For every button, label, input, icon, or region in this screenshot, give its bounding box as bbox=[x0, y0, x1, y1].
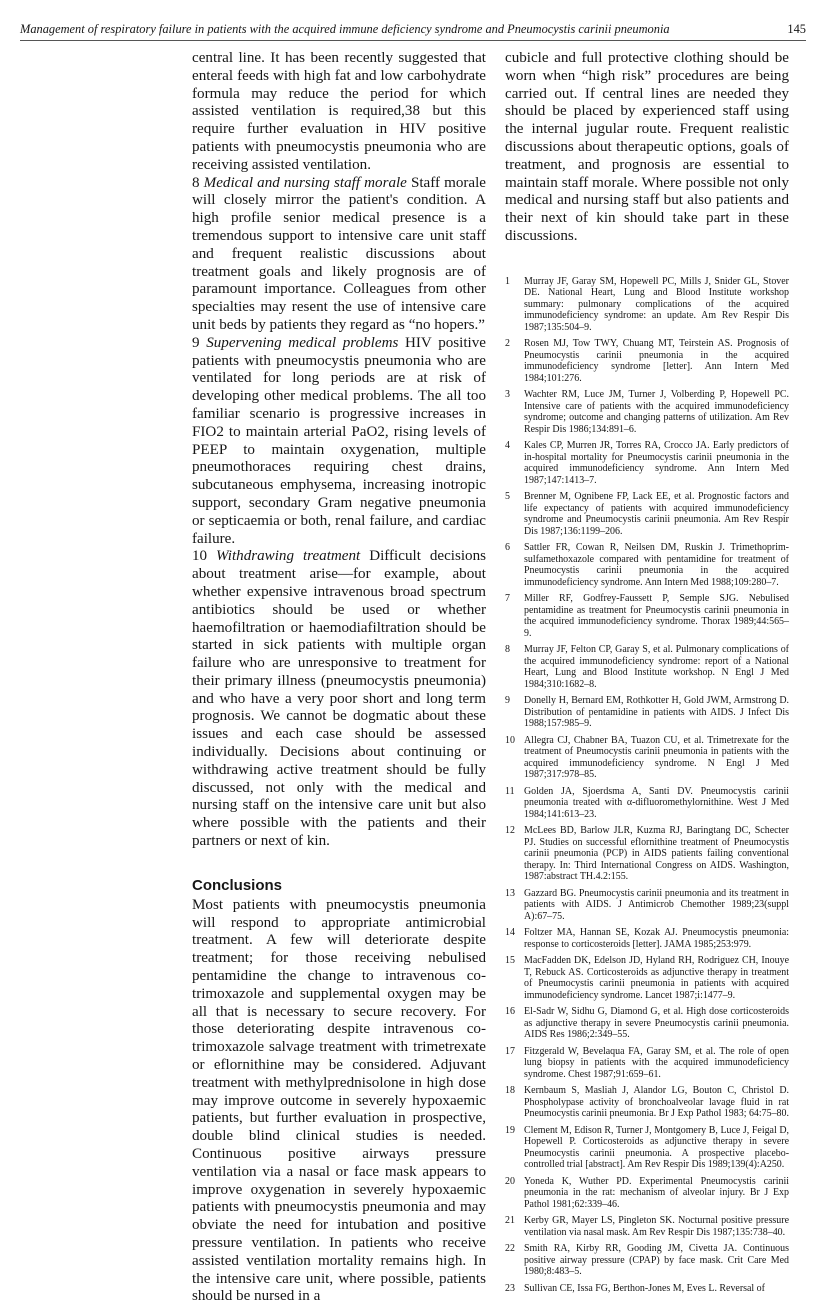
reference-item bbox=[505, 1243, 789, 1278]
reference-text: Gazzard BG. Pneumocystis carinii pneumonia and its treatment in patients with AIDS. J Antimicrob Chemother 1989;23(suppl A):67–75. bbox=[524, 887, 789, 922]
reference-text: Kernbaum S, Masliah J, Alandor LG, Bouton C, Christol D. Phospholypase activity of bronchoalveolar lavage fluid in rat Pneumocystis carinii pneumonia. Br J Exp Pathol 1983; 64:75–80. bbox=[524, 1085, 789, 1120]
reference-text: Yoneda K, Wuther PD. Experimental Pneumocystis carinii pneumonia in the rat: mechanism of alveolar injury. Br J Exp Pathol 1981;62:339–46. bbox=[524, 1175, 789, 1210]
reference-number: 14 bbox=[505, 927, 515, 939]
reference-item bbox=[505, 338, 789, 384]
reference-text: Kerby GR, Mayer LS, Pingleton SK. Nocturnal positive pressure ventilation via nasal mask. Am Rev Respir Dis 1987;135:738–40. bbox=[524, 1215, 789, 1238]
reference-text: Golden JA, Sjoerdsma A, Santi DV. Pneumocystis carinii pneumonia treated with α-difluoromethylornithine. West J Med 1984;141:613–23. bbox=[524, 785, 789, 820]
reference-item bbox=[505, 1125, 789, 1171]
reference-text: Brenner M, Ognibene FP, Lack EE, et al. Prognostic factors and life expectancy of patients with acquired immunodeficiency syndrome and Pneumocystis carinii pneumonia. Am Rev Respir Dis 1987;136:1199–206. bbox=[524, 491, 789, 537]
reference-text: Allegra CJ, Chabner BA, Tuazon CU, et al. Trimetrexate for the treatment of Pneumocystis carinii pneumonia in patients with the acquired immunodeficiency syndrome. N Engl J Med 1987;317:978–85. bbox=[524, 734, 789, 781]
item-9-paragraph bbox=[192, 335, 486, 549]
reference-text: Kales CP, Murren JR, Torres RA, Crocco JA. Early predictors of in-hospital mortality for Pneumocystis carinii pneumonia in the acquired immunodeficiency syndrome. Ann Intern Med 1987;147:1413–7. bbox=[524, 440, 789, 486]
reference-item bbox=[505, 389, 789, 435]
reference-number: 6 bbox=[505, 542, 510, 554]
continued-paragraph: central line. It has been recently suggested that enteral feeds with high fat and low carbohydrate formula may reduce the period for which assisted ventilation is required,38 but this require further evaluation in HIV positive patients with pneumocystis pneumonia who are receiving assisted ventilation. bbox=[192, 50, 486, 173]
item-10-text: Difficult decisions about treatment arise—for example, about whether expensive intravenous broad spectrum antibiotics should be used or whether haemofiltration or haemodiafiltration should be started in sick patients with multiple organ failure who are unresponsive to treatment for their primary illness (pneumocystis pneumonia) and who have a very poor short and long term prognosis. We cannot be dogmatic about these issues and each case should be assessed individually. Decisions about continuing or withdrawing active treatment should be fully discussed, not only with the medical and nursing staff on the intensive care unit but also where possible with the patients and their partners or next of kin. bbox=[192, 548, 486, 850]
reference-text: Murray JF, Felton CP, Garay S, et al. Pulmonary complications of the acquired immunodeficiency syndrome: report of a National Heart, Lung and Blood Institute workshop. N Engl J Med 1984;310:1682–8. bbox=[524, 644, 789, 690]
reference-text: MacFadden DK, Edelson JD, Hyland RH, Rodriguez CH, Inouye T, Rebuck AS. Corticosteroids as adjunctive therapy in treatment of Pneumocystis carinii pneumonia in patients with acquired immunodeficiency syndrome. Lancet 1987;i:1477–9. bbox=[524, 955, 789, 1001]
reference-text: Donelly H, Bernard EM, Rothkotter H, Gold JWM, Armstrong D. Distribution of pentamidine in patients with AIDS. J Infect Dis 1988;157:985–9. bbox=[524, 695, 789, 730]
item-8-text: Staff morale will closely mirror the patient's condition. A high profile senior medical presence is a tremendous support to intensive care unit staff and frequent realistic discussions about treatment goals and likely prognosis are of paramount importance. Colleagues from other specialties may resent the use of intensive care unit beds by patients they regard as “no hopers.” bbox=[192, 174, 487, 333]
reference-item bbox=[505, 955, 789, 1001]
reference-number: 13 bbox=[505, 887, 515, 899]
reference-text: Clement M, Edison R, Turner J, Montgomery B, Luce J, Feigal D, Hopewell P. Corticosteroids as adjunctive therapy in severe Pneumocystis carinii pneumonia. A prospective placebo-controlled trial [abstract]. Am Rev Respir Dis 1989;139(4):A250. bbox=[524, 1124, 789, 1171]
reference-number: 5 bbox=[505, 491, 510, 503]
reference-number: 19 bbox=[505, 1124, 515, 1136]
reference-number: 1 bbox=[505, 275, 510, 287]
reference-text: Sattler FR, Cowan R, Neilsen DM, Ruskin J. Trimethoprim-sulfamethoxazole compared with pentamidine for treatment of Pneumocystis carinii pneumonia in the acquired immunodeficiency syndrome. Ann Intern Med 1988;109:280–7. bbox=[524, 542, 789, 588]
reference-item bbox=[505, 786, 789, 821]
reference-item bbox=[505, 593, 789, 639]
reference-text: Rosen MJ, Tow TWY, Chuang MT, Teirstein AS. Prognosis of Pneumocystis carinii pneumonia in the acquired immunodeficiency syndrome [letter]. Ann Intern Med 1984;101:276. bbox=[524, 338, 789, 384]
reference-item bbox=[505, 927, 789, 950]
item-8-heading: Medical and nursing staff morale bbox=[203, 174, 407, 191]
reference-number: 21 bbox=[505, 1215, 515, 1227]
reference-number: 7 bbox=[505, 593, 510, 605]
reference-number: 11 bbox=[505, 785, 515, 797]
reference-item bbox=[505, 542, 789, 588]
reference-text: Sullivan CE, Issa FG, Berthon-Jones M, Eves L. Reversal of bbox=[524, 1282, 765, 1294]
running-header bbox=[20, 22, 806, 41]
conclusions-heading: Conclusions bbox=[192, 876, 283, 894]
reference-number: 23 bbox=[505, 1282, 515, 1294]
left-column bbox=[192, 50, 486, 1306]
reference-text: Wachter RM, Luce JM, Turner J, Volberding P, Hopewell PC. Intensive care of patients with the acquired immunodeficiency syndrome; outcome and changing patterns of utilization. Am Rev Respir Dis 1986;134:891–6. bbox=[524, 389, 789, 435]
reference-number: 20 bbox=[505, 1175, 515, 1187]
reference-number: 8 bbox=[505, 644, 510, 656]
item-9-text: HIV positive patients with pneumocystis pneumonia who are ventilated for long periods are at risk of developing other medical problems. The all too familiar scenario is progressive increases in FIO2 to maintain arterial PaO2, rising levels of PEEP to maintain oxygenation, multiple pneumothoraces requiring chest drains, subcutaneous emphysema, increasing inotropic support, secondary Gram negative pneumonia or septicaemia or both, renal failure, and cardiac failure. bbox=[192, 334, 486, 547]
reference-text: Murray JF, Garay SM, Hopewell PC, Mills J, Snider GL, Stover DE. National Heart, Lung and Blood Institute workshop summary: pulmonary complications of the acquired immunodeficiency syndrome: an update. Am Rev Respir Dis 1987;135:504–9. bbox=[524, 275, 789, 333]
reference-item bbox=[505, 1215, 789, 1238]
item-10-paragraph bbox=[192, 548, 486, 851]
reference-number: 22 bbox=[505, 1243, 515, 1255]
reference-item bbox=[505, 825, 789, 883]
reference-text: El-Sadr W, Sidhu G, Diamond G, et al. High dose corticosteroids as adjunctive therapy in severe Pneumocystis carinii pneumonia. AIDS Res 1986;2:349–55. bbox=[524, 1006, 789, 1041]
item-9-heading: Supervening medical problems bbox=[206, 334, 399, 351]
right-body-paragraph: cubicle and full protective clothing should be worn when “high risk” procedures are being carried out. If central lines are needed they should be placed by experienced staff using the internal jugular route. Frequent realistic discussions about therapeutic options, goals of treatment, and prognosis are essential to maintain staff morale. Where possible not only medical and nursing staff but also patients and their next of kin should take part in these discussions. bbox=[505, 50, 789, 244]
item-9-number: 9 bbox=[192, 334, 200, 351]
conclusions-paragraph: Most patients with pneumocystis pneumonia will respond to appropriate antimicrobial treatment. A few will deteriorate despite treatment; for those receiving nebulised pentamidine the change to intravenous co-trimoxazole and supplemental oxygen may be all that is necessary to secure recovery. For those deteriorating despite intravenous co-trimoxazole salvage treatment with trimetrexate or eflornithine may be considered. Adjuvant treatment with methylprednisolone in high dose may improve outcome in severely hypoxaemic patients, but further evaluation in prospective, double blind clinical studies is needed. Continuous positive airways pressure ventilation via a nasal or face mask appears to improve oxygenation in severely hypoxaemic patients with pneumocystis pneumonia and may obviate the need for intubation and positive pressure ventilation. In patients who receive assisted ventilation mortality remains high. In the intensive care unit, where possible, patients should be nursed in a bbox=[192, 896, 486, 1305]
reference-item bbox=[505, 1176, 789, 1211]
reference-text: Fitzgerald W, Bevelaqua FA, Garay SM, et al. The role of open lung biopsy in patients with the acquired immunodeficiency syndrome. Chest 1987;91:659–61. bbox=[524, 1045, 789, 1080]
reference-item bbox=[505, 695, 789, 730]
reference-list bbox=[505, 276, 789, 1295]
reference-number: 2 bbox=[505, 338, 510, 350]
reference-item bbox=[505, 644, 789, 690]
item-10-number: 10 bbox=[192, 548, 208, 565]
reference-text: Foltzer MA, Hannan SE, Kozak AJ. Pneumocystis pneumonia: response to corticosteroids [letter]. JAMA 1985;253:979. bbox=[524, 927, 789, 950]
reference-number: 12 bbox=[505, 825, 515, 837]
page-number: 145 bbox=[787, 22, 806, 36]
reference-number: 4 bbox=[505, 440, 510, 452]
reference-text: Miller RF, Godfrey-Faussett P, Semple SJG. Nebulised pentamidine as treatment for Pneumocystis carinii pneumonia in the acquired immunodeficiency syndrome. Thorax 1989;44:565–9. bbox=[524, 593, 789, 639]
reference-item bbox=[505, 1283, 789, 1295]
reference-number: 9 bbox=[505, 695, 510, 707]
reference-item bbox=[505, 1046, 789, 1081]
reference-item bbox=[505, 1085, 789, 1120]
running-title: Management of respiratory failure in patients with the acquired immune deficiency syndrome and Pneumocystis carinii pneumonia bbox=[20, 22, 670, 36]
reference-item bbox=[505, 888, 789, 923]
item-10-heading: Withdrawing treatment bbox=[216, 548, 361, 565]
item-8-number: 8 bbox=[192, 174, 200, 191]
right-column bbox=[505, 50, 789, 1299]
reference-item bbox=[505, 491, 789, 537]
reference-number: 15 bbox=[505, 955, 515, 967]
reference-number: 17 bbox=[505, 1045, 515, 1057]
reference-number: 3 bbox=[505, 389, 510, 401]
item-8-paragraph bbox=[192, 175, 486, 335]
reference-number: 10 bbox=[505, 734, 515, 746]
reference-number: 18 bbox=[505, 1085, 515, 1097]
reference-text: Smith RA, Kirby RR, Gooding JM, Civetta JA. Continuous positive airway pressure (CPAP) by face mask. Crit Care Med 1980;8:483–5. bbox=[524, 1243, 789, 1278]
reference-text: McLees BD, Barlow JLR, Kuzma RJ, Baringtang DC, Schecter PJ. Studies on successful eflornithine treatment of Pneumocystis carinii pneumonia (PCP) in AIDS patients failing conventional therapy. In: Third International Congress on AIDS. Washington, 1987:abstract TH.4.2:155. bbox=[524, 825, 789, 883]
reference-item bbox=[505, 276, 789, 334]
reference-item bbox=[505, 1006, 789, 1041]
reference-item bbox=[505, 735, 789, 781]
reference-item bbox=[505, 440, 789, 486]
reference-number: 16 bbox=[505, 1006, 515, 1018]
